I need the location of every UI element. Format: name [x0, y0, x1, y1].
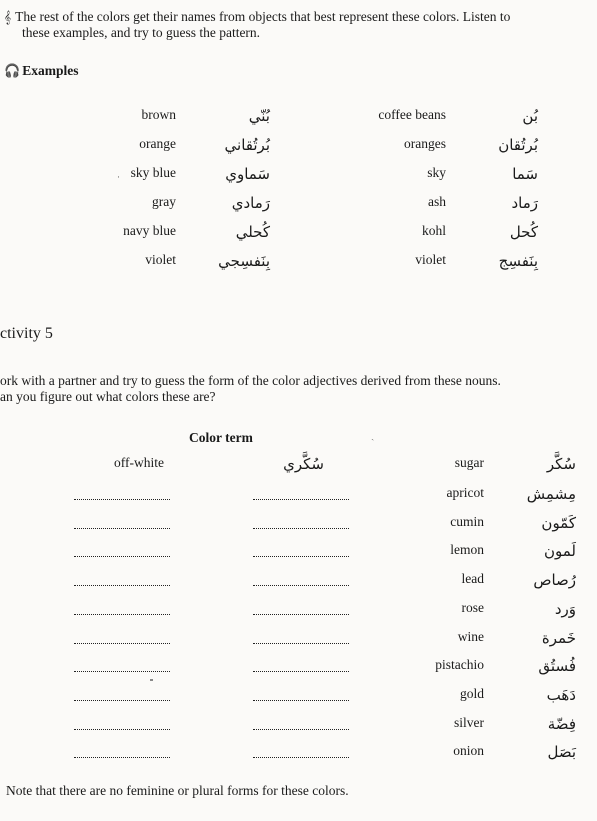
activity-row [0, 485, 597, 513]
given-color-en: off-white [114, 455, 164, 470]
music-note-icon: 𝄞 [4, 10, 12, 24]
example-noun-en: coffee beans [378, 107, 446, 122]
activity-row [0, 743, 597, 771]
noun-ar: خَمرة [541, 629, 576, 647]
headphones-icon: 🎧 [4, 63, 21, 78]
example-color-ar: بُرتُقاني [224, 136, 270, 154]
intro-line-2: these examples, and try to guess the pattern. [22, 25, 261, 40]
blank-color-en[interactable] [74, 602, 170, 615]
blank-color-ar[interactable] [253, 745, 349, 758]
blank-color-en[interactable] [74, 631, 170, 644]
noun-ar: فُستُق [538, 657, 576, 675]
activity-example-row [0, 455, 597, 483]
example-noun-en: kohl [421, 223, 446, 238]
noun-en: rose [461, 600, 484, 615]
noun-en: cumin [450, 514, 484, 529]
blank-color-en[interactable] [74, 516, 170, 529]
given-noun-ar: سُكَّر [546, 455, 576, 473]
blank-color-en[interactable] [74, 717, 170, 730]
blank-color-ar[interactable] [253, 659, 349, 672]
blank-color-en[interactable] [74, 688, 170, 701]
intro-line-1: The rest of the colors get their names from objects that best represent these colors. Listen to [15, 9, 511, 24]
noun-en: pistachio [435, 657, 484, 672]
noun-ar: وَرد [554, 600, 576, 618]
example-row [0, 136, 597, 160]
given-color-ar: سُكَّري [283, 455, 324, 473]
blank-color-en[interactable] [74, 745, 170, 758]
example-row [0, 252, 597, 276]
example-color-ar: بِنَفسِجي [218, 252, 270, 270]
example-color-ar: سَماوي [225, 165, 270, 183]
activity-row [0, 514, 597, 542]
blank-color-ar[interactable] [253, 573, 349, 586]
blank-color-ar[interactable] [253, 602, 349, 615]
example-row [0, 107, 597, 131]
given-noun-en: sugar [454, 455, 484, 470]
example-row [0, 165, 597, 189]
example-noun-ar: كُحل [509, 223, 538, 241]
noun-en: apricot [446, 485, 484, 500]
blank-color-en[interactable] [74, 487, 170, 500]
blank-color-en[interactable] [74, 573, 170, 586]
example-noun-en: violet [415, 252, 446, 267]
noun-en: onion [453, 743, 484, 758]
example-color-ar: بُنّي [248, 107, 270, 125]
blank-color-ar[interactable] [253, 516, 349, 529]
blank-color-en[interactable] [74, 544, 170, 557]
example-noun-en: ash [428, 194, 446, 209]
noun-en: silver [454, 715, 484, 730]
examples-heading-text: Examples [22, 63, 79, 78]
example-color-en: orange [139, 136, 176, 151]
color-term-heading: Color term [189, 430, 253, 445]
example-noun-ar: بِنَفسِج [498, 252, 538, 270]
activity-row [0, 629, 597, 657]
stray-mark: · [117, 172, 120, 182]
noun-ar: دَهَب [546, 686, 576, 704]
activity-row [0, 657, 597, 685]
example-noun-ar: رَماد [511, 194, 538, 212]
example-color-ar: رَمادي [231, 194, 270, 212]
blank-color-ar[interactable] [253, 688, 349, 701]
blank-color-ar[interactable] [253, 631, 349, 644]
example-color-ar: كُحلي [235, 223, 270, 241]
noun-en: lead [461, 571, 484, 586]
example-noun-ar: بُن [522, 107, 538, 125]
activity-title: ctivity 5 [0, 325, 53, 342]
examples-heading [4, 63, 78, 79]
activity-row [0, 686, 597, 714]
activity-row [0, 542, 597, 570]
example-noun-ar: بُرتُقان [498, 136, 538, 154]
example-color-en: violet [145, 252, 176, 267]
instruction-line-1: ork with a partner and try to guess the form of the color adjectives derived from these nouns. [0, 373, 501, 388]
activity-row [0, 715, 597, 743]
blank-color-ar[interactable] [253, 544, 349, 557]
noun-en: gold [459, 686, 484, 701]
activity-row [0, 600, 597, 628]
instruction-line-2: an you figure out what colors these are? [0, 389, 216, 404]
example-color-en: navy blue [123, 223, 176, 238]
example-color-en: gray [152, 194, 176, 209]
noun-ar: كَمّون [541, 514, 576, 532]
blank-color-ar[interactable] [253, 717, 349, 730]
note: Note that there are no feminine or plural forms for these colors. [6, 783, 349, 798]
noun-en: wine [457, 629, 484, 644]
noun-en: lemon [450, 542, 484, 557]
activity-instructions [0, 373, 597, 405]
example-color-en: sky blue [130, 165, 176, 180]
activity-row [0, 571, 597, 599]
noun-ar: رُصاص [533, 571, 576, 589]
blank-color-ar[interactable] [253, 487, 349, 500]
intro-paragraph [4, 9, 594, 41]
example-noun-en: oranges [404, 136, 446, 151]
stray-mark: ˎ [371, 430, 375, 441]
blank-color-en[interactable] [74, 659, 170, 672]
noun-ar: بَصَل [547, 743, 576, 761]
stray-mark [150, 679, 153, 681]
noun-ar: مِشمِش [526, 485, 576, 503]
example-color-en: brown [141, 107, 176, 122]
noun-ar: فِضّة [547, 715, 576, 733]
noun-ar: لَمون [543, 542, 576, 560]
example-noun-ar: سَما [512, 165, 538, 183]
example-row [0, 194, 597, 218]
example-row [0, 223, 597, 247]
example-noun-en: sky [427, 165, 446, 180]
